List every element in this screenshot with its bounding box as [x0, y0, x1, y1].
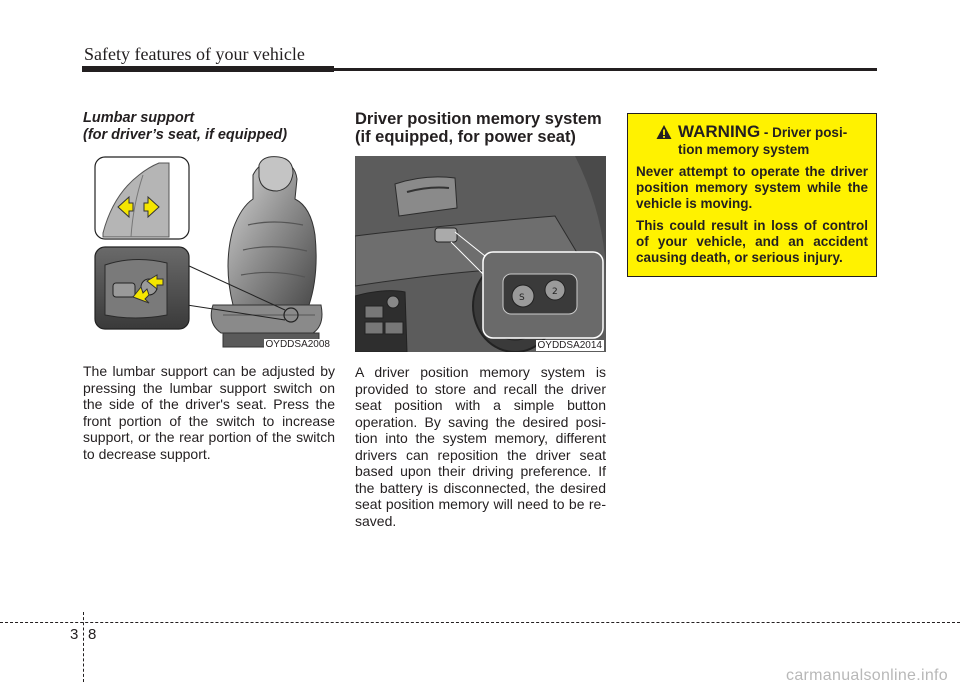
- lumbar-body-text: The lumbar support can be adjusted by pressing the lumbar support switch on the side of the driver's seat. Press the front portion of the switch to increase support, or the rear portion of the switch to decrease support.: [83, 363, 335, 462]
- lumbar-section: [83, 110, 335, 462]
- warning-subtitle-line1: - Driver posi-: [760, 125, 848, 140]
- lumbar-figure-code: OYDDSA2008: [265, 339, 330, 350]
- svg-text:S: S: [519, 293, 525, 303]
- lumbar-figure: [83, 155, 334, 351]
- lumbar-heading-line2: (for driver’s seat, if equipped): [83, 127, 288, 143]
- site-watermark: carmanualsonline.info: [786, 667, 948, 684]
- footer-rule: [0, 622, 960, 623]
- svg-text:2: 2: [552, 287, 558, 297]
- warning-paragraph-2: This could result in loss of control of your vehicle, and an accident causing death, or serious injury.: [636, 218, 868, 265]
- lumbar-seat-illustration: [83, 155, 334, 351]
- memory-figure-code: OYDDSA2014: [537, 340, 602, 351]
- memory-heading-line2: (if equipped, for power seat): [355, 128, 576, 146]
- page-chapter-number: 3: [70, 626, 79, 643]
- memory-heading-line1: Driver position memory system: [355, 110, 602, 128]
- warning-section: [627, 113, 877, 277]
- memory-figure: [355, 156, 606, 352]
- warning-triangle-icon: [656, 124, 672, 140]
- memory-body-text: A driver position memory system is provided to store and recall the driver seat position with a simple button operation. By saving the desired posi-tion into the system memory, different drivers can reposition the driver seat based upon their driving preference. If the battery is disconnected, the desired seat position memory will need to be re-saved.: [355, 364, 606, 529]
- warning-title-row: [636, 122, 868, 142]
- warning-subtitle-line2: tion memory system: [678, 142, 810, 157]
- lumbar-heading-line1: Lumbar support: [83, 110, 195, 126]
- header-rule-accent: [82, 66, 334, 72]
- warning-box: [627, 113, 877, 277]
- memory-section: [355, 110, 606, 529]
- door-memory-switch-illustration: [355, 156, 606, 352]
- page-header-title: Safety features of your vehicle: [84, 44, 305, 64]
- warning-word: WARNING: [678, 122, 761, 141]
- warning-paragraph-1: Never attempt to operate the driver position memory system while the vehicle is moving.: [636, 164, 868, 211]
- footer-divider: [83, 612, 84, 682]
- page-number: 8: [88, 626, 97, 643]
